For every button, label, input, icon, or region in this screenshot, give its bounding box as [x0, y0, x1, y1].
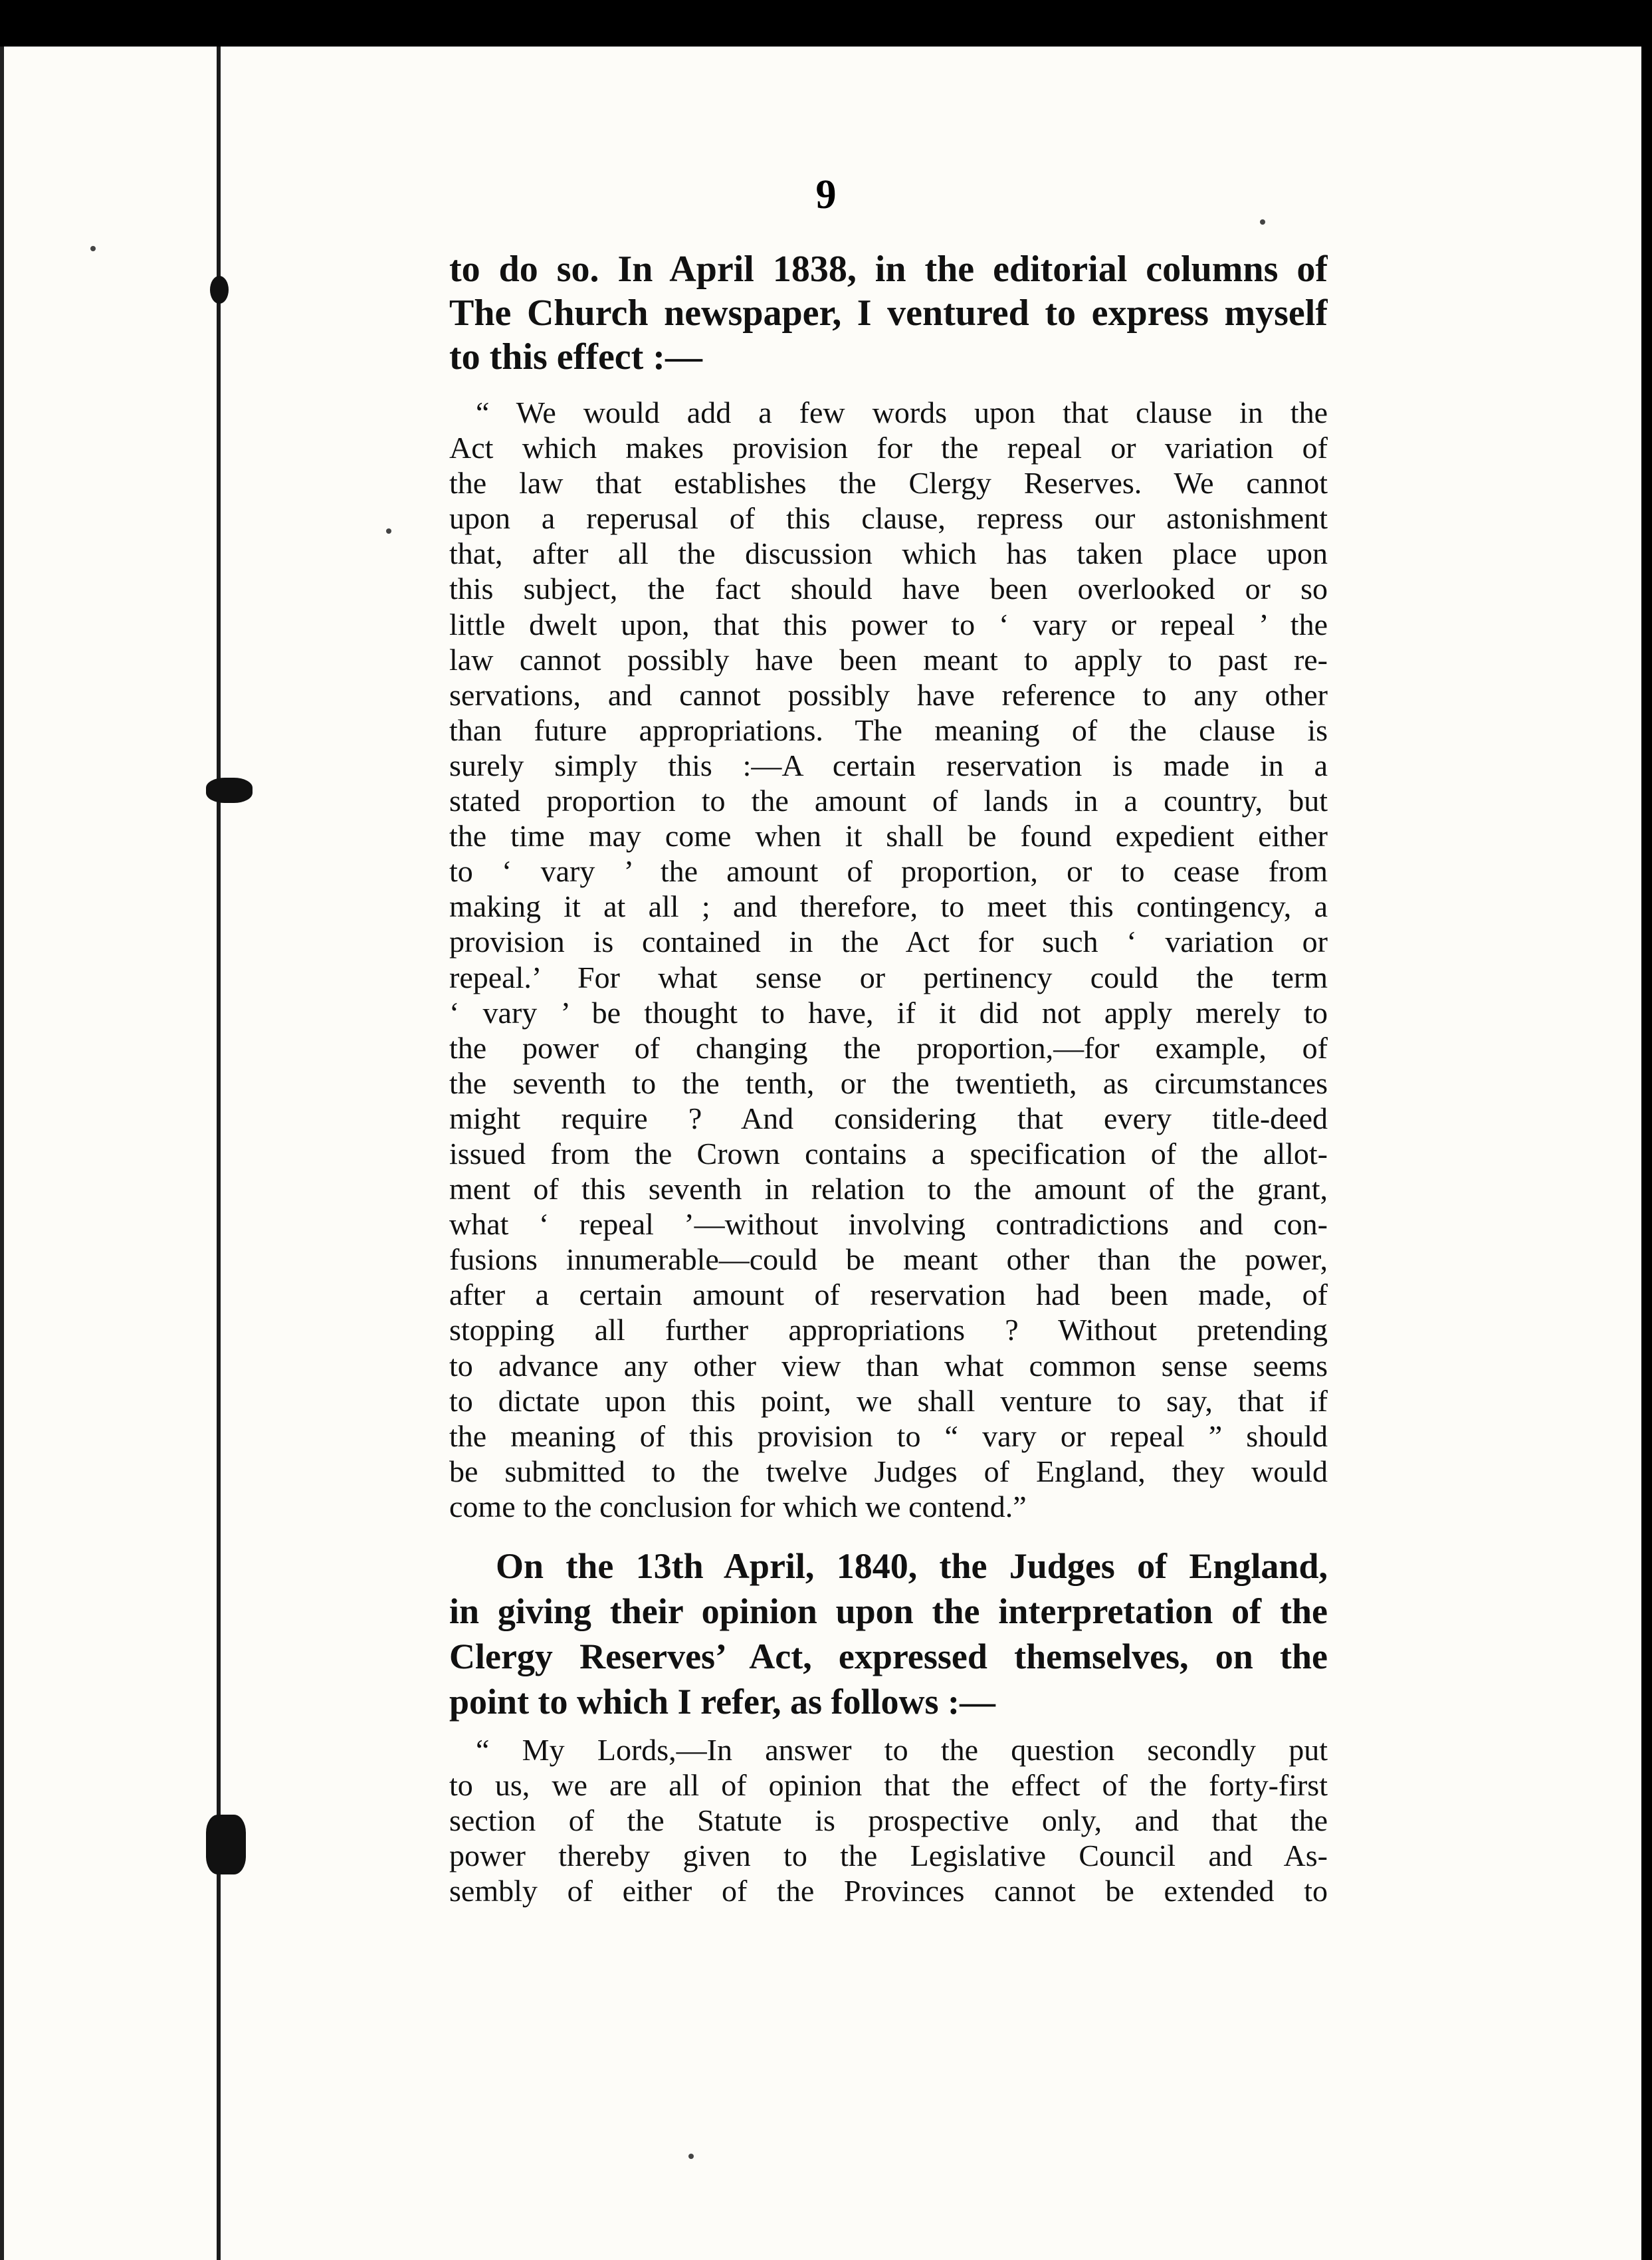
text-line: the law that establishes the Clergy Reserves. We cannot [449, 466, 1328, 501]
text-line: surely simply this :—A certain reservation is made in a [449, 748, 1328, 782]
text-line: little dwelt upon, that this power to ‘ vary or repeal ’ the [449, 607, 1328, 641]
text-line: ‘ vary ’ be thought to have, if it did not apply merely to [449, 995, 1328, 1030]
text-line: stopping all further appropriations ? Without pretending [449, 1313, 1328, 1347]
text-line: to advance any other view than what common sense seems [449, 1348, 1328, 1383]
text-line: be submitted to the twelve Judges of England, they would [449, 1454, 1328, 1488]
text-line: law cannot possibly have been meant to apply to past re- [449, 642, 1328, 677]
text-line: the seventh to the tenth, or the twentieth, as circumstances [449, 1066, 1328, 1100]
text-line: the meaning of this provision to “ vary or repeal ” should [449, 1418, 1328, 1453]
text-line: provision is contained in the Act for such ‘ variation or [449, 925, 1328, 959]
text-line: than future appropriations. The meaning of the clause is [449, 713, 1328, 747]
judges-paragraph [449, 1543, 1328, 1724]
text-line: the time may come when it shall be found expedient either [449, 819, 1328, 853]
text-line: to ‘ vary ’ the amount of proportion, or to cease from [449, 854, 1328, 889]
text-line: “ We would add a few words upon that clause in the [476, 396, 1328, 429]
page-number: 9 [815, 172, 837, 217]
text-line: section of the Statute is prospective only, and that the [449, 1803, 1328, 1837]
binding-mark [206, 778, 253, 803]
text-line: upon a reperusal of this clause, repress our astonishment [449, 501, 1328, 536]
text-line: repeal.’ For what sense or pertinency could the term [449, 960, 1328, 994]
page-speck [90, 246, 96, 251]
text-line: might require ? And considering that every title-deed [449, 1101, 1328, 1135]
text-line: making it at all ; and therefore, to meet this contingency, a [449, 889, 1328, 924]
text-line: fusions innumerable—could be meant other than the power, [449, 1242, 1328, 1277]
text-line: On the 13th April, 1840, the Judges of England, [496, 1546, 1328, 1586]
text-line: Clergy Reserves’ Act, expressed themselves, on the [449, 1637, 1328, 1676]
text-line: that, after all the discussion which has taken place upon [449, 536, 1328, 571]
text-line: Act which makes provision for the repeal or variation of [449, 431, 1328, 465]
text-line: what ‘ repeal ’—without involving contradictions and con- [449, 1207, 1328, 1242]
page-speck [386, 528, 391, 534]
text-line: to dictate upon this point, we shall venture to say, that if [449, 1383, 1328, 1418]
text-line: servations, and cannot possibly have reference to any other [449, 677, 1328, 712]
binding-mark [206, 1815, 246, 1874]
editorial-quote [449, 395, 1328, 1524]
text-line: issued from the Crown contains a specification of the allot- [449, 1136, 1328, 1171]
text-line: to this effect :— [449, 336, 702, 378]
page-speck [1260, 219, 1265, 225]
text-line: power thereby given to the Legislative Council and As- [449, 1839, 1328, 1872]
text-line: sembly of either of the Provinces cannot be extended to [449, 1874, 1328, 1908]
text-line: The Church newspaper, I ventured to express myself [449, 292, 1328, 334]
judges-quote [449, 1732, 1328, 1908]
text-line: to us, we are all of opinion that the effect of the forty-first [449, 1768, 1328, 1802]
text-line: after a certain amount of reservation had been made, of [449, 1278, 1328, 1312]
text-line: the power of changing the proportion,—for example, of [449, 1030, 1328, 1065]
binding-mark [210, 276, 229, 304]
text-line: ment of this seventh in relation to the amount of the grant, [449, 1172, 1328, 1206]
text-line: in giving their opinion upon the interpretation of the [449, 1591, 1328, 1631]
page-speck [688, 2154, 694, 2159]
text-line: stated proportion to the amount of lands in a country, but [449, 784, 1328, 818]
text-line: this subject, the fact should have been overlooked or so [449, 572, 1328, 606]
binding-spine [217, 47, 221, 2260]
text-line: come to the conclusion for which we contend.” [449, 1489, 1027, 1524]
intro-paragraph [449, 247, 1328, 379]
text-line: point to which I refer, as follows :— [449, 1682, 995, 1722]
text-line: “ My Lords,—In answer to the question secondly put [476, 1733, 1328, 1767]
text-line: to do so. In April 1838, in the editorial columns of [449, 249, 1328, 290]
